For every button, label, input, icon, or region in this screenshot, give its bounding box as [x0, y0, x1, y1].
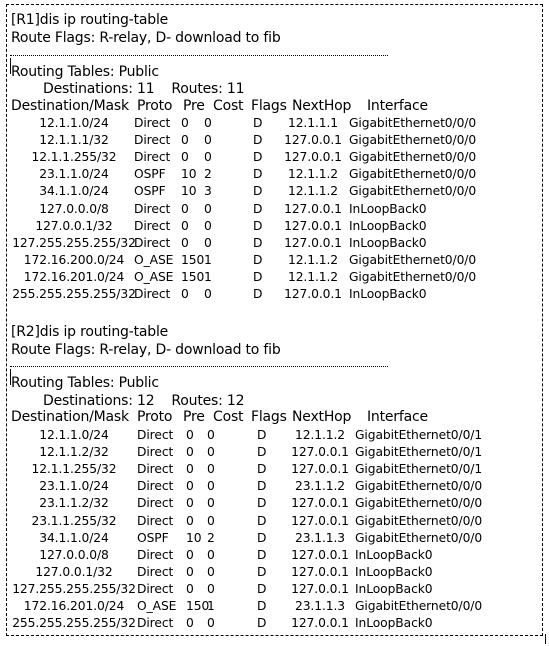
- route-destination: 12.1.1.0/24: [39, 428, 109, 442]
- route-destination: 12.1.1.255/32: [31, 462, 117, 477]
- route-destination: 34.1.1.0/24: [39, 530, 109, 545]
- route-preference: 0: [186, 428, 194, 442]
- route-interface: GigabitEthernet0/0/0: [355, 479, 483, 494]
- route-proto: Direct: [134, 133, 171, 148]
- route-cost: 0: [207, 513, 215, 528]
- header-flags: Flags: [251, 98, 287, 114]
- route-preference: 10: [181, 184, 197, 199]
- route-preference: 0: [186, 616, 194, 631]
- header-nexthop: NextHop: [292, 409, 352, 425]
- route-flags: D: [253, 184, 263, 199]
- frame-corner-mark: [545, 634, 546, 644]
- route-destination: 23.1.1.0/24: [39, 167, 109, 182]
- route-interface: InLoopBack0: [349, 201, 427, 216]
- route-nexthop: 127.0.0.1: [291, 496, 349, 511]
- route-cost: 0: [207, 479, 215, 494]
- route-nexthop: 23.1.1.3: [294, 599, 346, 613]
- route-destination: 127.255.255.255/32: [12, 235, 136, 250]
- route-proto: Direct: [134, 287, 171, 301]
- route-flags: D: [257, 445, 267, 460]
- route-flags: D: [253, 287, 263, 301]
- route-proto: O_ASE: [137, 599, 177, 613]
- route-proto: Direct: [137, 462, 174, 477]
- route-nexthop: 127.0.0.1: [284, 235, 342, 250]
- route-interface: InLoopBack0: [355, 616, 433, 631]
- route-nexthop: 12.1.1.2: [287, 167, 339, 182]
- route-proto: OSPF: [137, 530, 169, 545]
- route-nexthop: 12.1.1.2: [294, 428, 346, 442]
- route-cost: 0: [204, 201, 212, 216]
- route-cost: 0: [204, 235, 212, 250]
- route-flags: D: [253, 269, 263, 284]
- route-proto: Direct: [137, 428, 174, 442]
- route-cost: 0: [204, 218, 212, 233]
- route-nexthop: 127.0.0.1: [291, 445, 349, 460]
- header-interface: Interface: [367, 98, 428, 114]
- route-cost: 0: [207, 462, 215, 477]
- header-proto: Proto: [137, 98, 173, 114]
- route-preference: 0: [186, 462, 194, 477]
- route-preference: 0: [186, 513, 194, 528]
- route-proto: OSPF: [134, 167, 166, 182]
- route-cost: 0: [204, 133, 212, 148]
- route-nexthop: 127.0.0.1: [291, 564, 349, 579]
- route-interface: GigabitEthernet0/0/1: [355, 428, 483, 442]
- route-destination: 255.255.255.255/32: [12, 616, 136, 631]
- route-destination: 172.16.200.0/24: [23, 252, 125, 267]
- route-cost: 0: [204, 116, 212, 130]
- route-flags: D: [257, 599, 267, 613]
- route-interface: InLoopBack0: [349, 235, 427, 250]
- header-destination-mask: Destination/Mask: [11, 409, 129, 425]
- route-preference: 0: [181, 235, 189, 250]
- header-destination-mask: Destination/Mask: [11, 98, 129, 114]
- route-destination: 172.16.201.0/24: [23, 599, 125, 613]
- route-proto: Direct: [137, 445, 174, 460]
- route-nexthop: 12.1.1.2: [287, 269, 339, 284]
- route-nexthop: 23.1.1.3: [294, 530, 346, 545]
- route-flags: D: [257, 530, 267, 545]
- route-preference: 0: [181, 287, 189, 301]
- route-cost: 2: [207, 530, 215, 545]
- route-flags: D: [257, 616, 267, 631]
- route-cost: 0: [204, 150, 212, 165]
- route-preference: 0: [181, 218, 189, 233]
- route-destination: 127.255.255.255/32: [12, 581, 136, 596]
- header-pre: Pre: [183, 98, 205, 114]
- route-interface: InLoopBack0: [355, 564, 433, 579]
- route-cost: 0: [207, 445, 215, 460]
- route-interface: GigabitEthernet0/0/0: [349, 167, 477, 182]
- route-nexthop: 12.1.1.1: [287, 116, 339, 130]
- route-nexthop: 127.0.0.1: [291, 513, 349, 528]
- route-interface: GigabitEthernet0/0/1: [355, 462, 483, 477]
- route-interface: InLoopBack0: [355, 581, 433, 596]
- route-preference: 0: [186, 496, 194, 511]
- route-cost: 0: [204, 287, 212, 301]
- route-preference: 0: [181, 116, 189, 130]
- route-preference: 0: [186, 479, 194, 494]
- route-flags: D: [253, 150, 263, 165]
- route-proto: Direct: [137, 581, 174, 596]
- route-preference: 150: [181, 252, 205, 267]
- route-nexthop: 127.0.0.1: [284, 201, 342, 216]
- route-nexthop: 127.0.0.1: [291, 547, 349, 562]
- route-flags: D: [257, 564, 267, 579]
- route-proto: O_ASE: [134, 269, 174, 284]
- route-destination: 127.0.0.0/8: [39, 547, 109, 562]
- header-cost: Cost: [213, 98, 244, 114]
- route-flags: D: [253, 133, 263, 148]
- route-nexthop: 12.1.1.2: [287, 252, 339, 267]
- r2-table-title: Routing Tables: Public: [11, 375, 159, 391]
- route-cost: 2: [204, 167, 212, 182]
- route-cost: 0: [207, 564, 215, 579]
- route-proto: Direct: [137, 479, 174, 494]
- route-nexthop: 127.0.0.1: [284, 150, 342, 165]
- route-flags: D: [253, 235, 263, 250]
- route-preference: 0: [181, 201, 189, 216]
- route-proto: Direct: [137, 564, 174, 579]
- route-preference: 0: [186, 445, 194, 460]
- route-preference: 10: [181, 167, 197, 182]
- route-proto: OSPF: [134, 184, 166, 199]
- route-cost: 1: [207, 599, 215, 613]
- r2-counts: Destinations: 12 Routes: 12: [43, 393, 245, 409]
- route-flags: D: [257, 513, 267, 528]
- route-interface: GigabitEthernet0/0/0: [349, 116, 477, 130]
- r2-route-flags-legend: Route Flags: R-relay, D- download to fib: [11, 342, 281, 358]
- route-flags: D: [253, 252, 263, 267]
- route-interface: GigabitEthernet0/0/0: [355, 513, 483, 528]
- route-proto: Direct: [137, 496, 174, 511]
- route-nexthop: 127.0.0.1: [284, 287, 342, 301]
- header-pre: Pre: [183, 409, 205, 425]
- route-nexthop: 23.1.1.2: [294, 479, 346, 494]
- route-nexthop: 127.0.0.1: [291, 616, 349, 631]
- route-interface: GigabitEthernet0/0/0: [355, 599, 483, 613]
- route-preference: 150: [186, 599, 210, 613]
- route-nexthop: 127.0.0.1: [291, 462, 349, 477]
- route-cost: 3: [204, 184, 212, 199]
- route-proto: Direct: [137, 547, 174, 562]
- header-cost: Cost: [213, 409, 244, 425]
- route-interface: InLoopBack0: [355, 547, 433, 562]
- route-preference: 150: [181, 269, 205, 284]
- route-destination: 12.1.1.1/32: [39, 133, 109, 148]
- route-destination: 23.1.1.0/24: [39, 479, 109, 494]
- r1-table-title: Routing Tables: Public: [11, 64, 159, 80]
- route-interface: GigabitEthernet0/0/1: [355, 445, 483, 460]
- route-interface: GigabitEthernet0/0/0: [355, 496, 483, 511]
- r2-separator: [10, 366, 388, 367]
- route-destination: 127.0.0.1/32: [35, 218, 113, 233]
- route-flags: D: [257, 479, 267, 494]
- header-flags: Flags: [251, 409, 287, 425]
- route-proto: Direct: [137, 513, 174, 528]
- route-destination: 23.1.1.2/32: [39, 496, 109, 511]
- route-destination: 23.1.1.255/32: [31, 513, 117, 528]
- header-proto: Proto: [137, 409, 173, 425]
- route-interface: GigabitEthernet0/0/0: [349, 269, 477, 284]
- route-preference: 0: [186, 564, 194, 579]
- r1-separator: [10, 55, 388, 56]
- route-flags: D: [257, 581, 267, 596]
- route-preference: 0: [186, 581, 194, 596]
- route-flags: D: [253, 201, 263, 216]
- route-nexthop: 12.1.1.2: [287, 184, 339, 199]
- route-destination: 172.16.201.0/24: [23, 269, 125, 284]
- route-destination: 12.1.1.255/32: [31, 150, 117, 165]
- route-flags: D: [253, 116, 263, 130]
- r1-counts: Destinations: 11 Routes: 11: [43, 81, 245, 97]
- route-flags: D: [257, 428, 267, 442]
- route-cost: 0: [207, 616, 215, 631]
- route-proto: Direct: [134, 235, 171, 250]
- route-cost: 0: [207, 428, 215, 442]
- route-preference: 0: [181, 150, 189, 165]
- route-flags: D: [253, 218, 263, 233]
- route-cost: 0: [207, 496, 215, 511]
- route-cost: 0: [207, 547, 215, 562]
- route-proto: Direct: [137, 616, 174, 631]
- route-preference: 0: [181, 133, 189, 148]
- route-interface: GigabitEthernet0/0/0: [349, 252, 477, 267]
- route-destination: 127.0.0.0/8: [39, 201, 109, 216]
- route-proto: Direct: [134, 218, 171, 233]
- route-nexthop: 127.0.0.1: [284, 133, 342, 148]
- route-destination: 255.255.255.255/32: [12, 287, 136, 301]
- route-proto: Direct: [134, 201, 171, 216]
- route-cost: 1: [204, 252, 212, 267]
- r2-command: [R2]dis ip routing-table: [11, 324, 169, 340]
- route-nexthop: 127.0.0.1: [291, 581, 349, 596]
- route-proto: Direct: [134, 150, 171, 165]
- route-destination: 127.0.0.1/32: [35, 564, 113, 579]
- route-interface: GigabitEthernet0/0/0: [349, 184, 477, 199]
- route-interface: GigabitEthernet0/0/0: [349, 150, 477, 165]
- route-preference: 0: [186, 547, 194, 562]
- route-proto: O_ASE: [134, 252, 174, 267]
- route-flags: D: [253, 167, 263, 182]
- route-nexthop: 127.0.0.1: [284, 218, 342, 233]
- route-interface: GigabitEthernet0/0/0: [355, 530, 483, 545]
- route-interface: InLoopBack0: [349, 287, 427, 301]
- route-interface: GigabitEthernet0/0/0: [349, 133, 477, 148]
- route-cost: 0: [207, 581, 215, 596]
- r1-command: [R1]dis ip routing-table: [11, 12, 169, 28]
- header-interface: Interface: [367, 409, 428, 425]
- route-destination: 34.1.1.0/24: [39, 184, 109, 199]
- route-preference: 10: [186, 530, 202, 545]
- route-flags: D: [257, 496, 267, 511]
- route-cost: 1: [204, 269, 212, 284]
- route-flags: D: [257, 462, 267, 477]
- route-destination: 12.1.1.2/32: [39, 445, 109, 460]
- route-flags: D: [257, 547, 267, 562]
- r1-route-flags-legend: Route Flags: R-relay, D- download to fib: [11, 30, 281, 46]
- header-nexthop: NextHop: [292, 98, 352, 114]
- route-interface: InLoopBack0: [349, 218, 427, 233]
- route-proto: Direct: [134, 116, 171, 130]
- route-destination: 12.1.1.0/24: [39, 116, 109, 130]
